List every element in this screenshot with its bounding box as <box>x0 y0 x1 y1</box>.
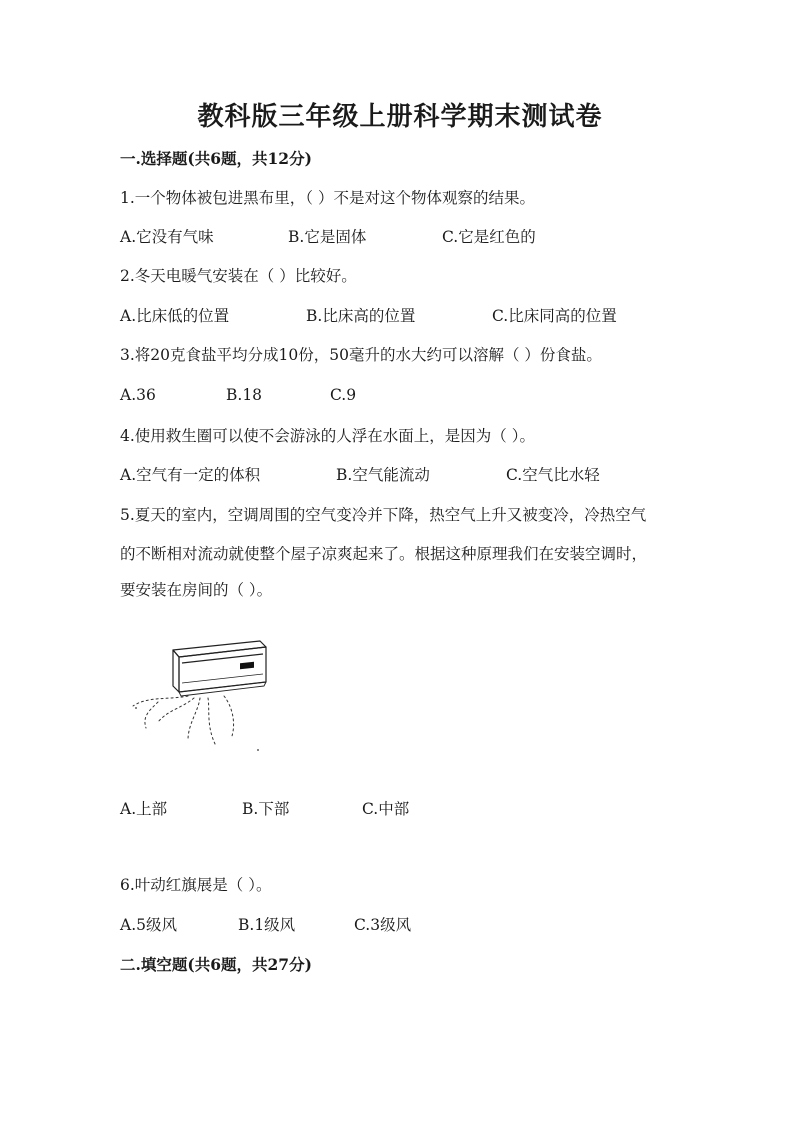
question-3-option-b: B.18 <box>226 386 263 404</box>
question-1-option-c: C.它是红色的 <box>442 228 536 246</box>
question-4-option-c: C.空气比水轻 <box>506 466 600 484</box>
question-3-option-a: A.36 <box>120 386 156 404</box>
question-3-option-c: C.9 <box>330 386 357 404</box>
question-5-stem-line-3: 要安装在房间的（ ）。 <box>120 581 273 599</box>
air-conditioner-illustration <box>128 636 278 758</box>
question-2-option-b: B.比床高的位置 <box>306 307 416 325</box>
question-4-option-b: B.空气能流动 <box>336 466 430 484</box>
page-title: 教科版三年级上册科学期末测试卷 <box>197 102 603 132</box>
question-1-option-a: A.它没有气味 <box>120 228 214 246</box>
question-1-option-b: B.它是固体 <box>288 228 367 246</box>
section-heading-fill-in: 二.填空题(共6题，共27分) <box>120 955 312 974</box>
question-1-stem: 1.一个物体被包进黑布里，（ ）不是对这个物体观察的结果。 <box>120 189 535 207</box>
question-2-option-a: A.比床低的位置 <box>120 307 230 325</box>
question-5-option-c: C.中部 <box>362 800 410 818</box>
question-3-stem: 3.将20克食盐平均分成10份，50毫升的水大约可以溶解（ ）份食盐。 <box>120 346 602 364</box>
question-4-option-a: A.空气有一定的体积 <box>120 466 261 484</box>
section-heading-choice: 一.选择题(共6题，共12分) <box>120 149 312 168</box>
question-6-stem: 6.叶动红旗展是（ ）。 <box>120 876 272 894</box>
question-6-option-a: A.5级风 <box>120 916 177 934</box>
question-6-option-c: C.3级风 <box>354 916 412 934</box>
question-2-stem: 2.冬天电暖气安装在（ ）比较好。 <box>120 267 357 285</box>
question-5-stem-line-1: 5.夏天的室内，空调周围的空气变冷并下降，热空气上升又被变冷，冷热空气 <box>120 506 647 524</box>
question-5-option-b: B.下部 <box>242 800 290 818</box>
question-4-stem: 4.使用救生圈可以使不会游泳的人浮在水面上，是因为（ ）。 <box>120 427 535 445</box>
question-5-stem-line-2: 的不断相对流动就使整个屋子凉爽起来了。根据这种原理我们在安装空调时， <box>120 545 648 563</box>
question-5-option-a: A.上部 <box>120 800 168 818</box>
question-6-option-b: B.1级风 <box>238 916 296 934</box>
question-2-option-c: C.比床同高的位置 <box>492 307 617 325</box>
